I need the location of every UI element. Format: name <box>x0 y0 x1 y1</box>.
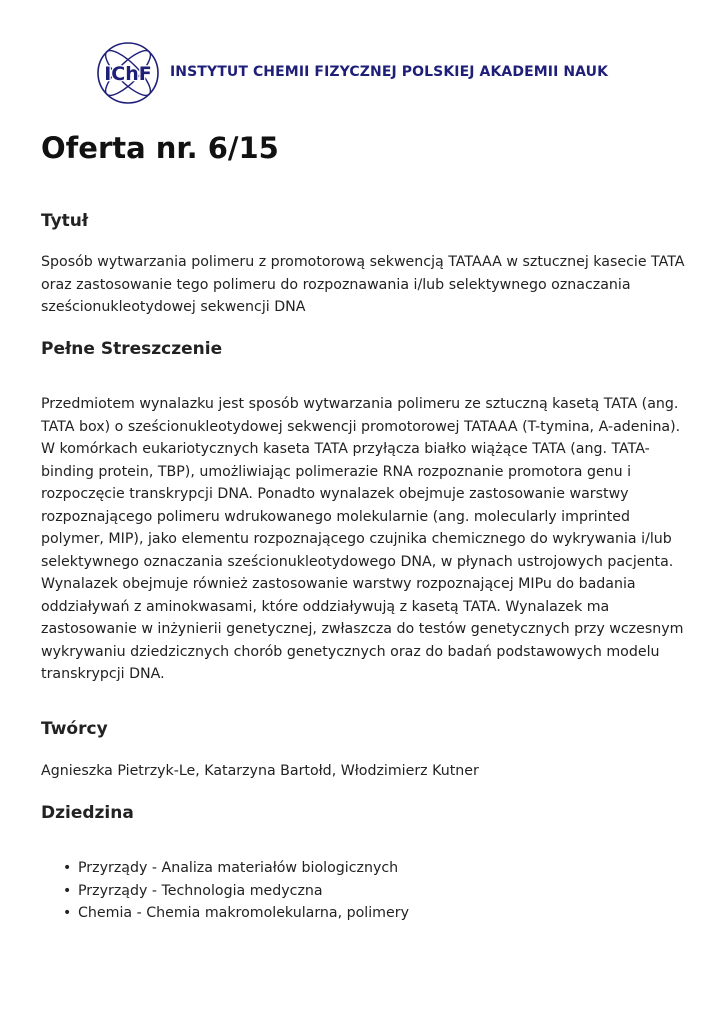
field-label: Przyrządy - Analiza materiałów biologicznych <box>78 860 399 876</box>
ichf-logo <box>95 40 161 106</box>
institute-name: INSTYTUT CHEMII FIZYCZNEJ POLSKIEJ AKADEMII NAUK <box>170 64 609 80</box>
authors-text: Agnieszka Pietrzyk-Le, Katarzyna Bartołd, Włodzimierz Kutner <box>41 763 479 779</box>
bullet-icon: • <box>63 882 72 899</box>
abstract-heading: Pełne Streszczenie <box>41 339 223 359</box>
list-item <box>60 902 409 925</box>
title-heading: Tytuł <box>41 211 89 231</box>
page-header <box>95 40 695 106</box>
list-item <box>60 857 409 880</box>
abstract-text: Przedmiotem wynalazku jest sposób wytwarzania polimeru ze sztuczną kasetą TATA (ang. TATA box) o sześcionukleotydowej sekwencji promotorowej TATAAA (T-tymina, A-adenina). W komórkach eukariotycznych kaseta TATA przyłącza białko wiążące TATA (ang. TATA-binding protein, TBP), umożliwiając polimerazie RNA rozpoznanie promotora genu i rozpoczęcie transkrypcji DNA. Ponadto wynalazek obejmuje zastosowanie warstwy rozpoznającego polimeru wdrukowanego molekularnie (ang. molecularly imprinted polymer, MIP), jako elementu rozpoznającego czujnika chemicznego do wykrywania i/lub selektywnego oznaczania sześcionukleotydowego DNA, w płynach ustrojowych pacjenta. Wynalazek obejmuje również zastosowanie warstwy rozpoznającej MIPu do badania oddziaływań z aminokwasami, które oddziaływują z kasetą TATA. Wynalazek ma zastosowanie w inżynierii genetycznej, zwłaszcza do testów genetycznych przy wczesnym wykrywaniu dziedzicznych chorób genetycznych oraz do badań podstawowych modelu transkrypcji DNA. <box>41 396 684 682</box>
field-label: Przyrządy - Technologia medyczna <box>78 882 323 899</box>
page-title: Oferta nr. 6/15 <box>41 131 279 165</box>
fields-heading: Dziedzina <box>41 803 134 823</box>
list-item <box>60 880 409 903</box>
title-text: Sposób wytwarzania polimeru z promotorową sekwencją TATAAA w sztucznej kasecie TATA oraz zastosowanie tego polimeru do rozpoznawania i/lub selektywnego oznaczania sześcionukleotydowej sekwencji DNA <box>41 254 685 315</box>
svg-text:IChF: IChF <box>104 63 152 85</box>
field-label: Chemia - Chemia makromolekularna, polimery <box>78 905 409 921</box>
bullet-icon: • <box>63 905 72 921</box>
bullet-icon: • <box>63 860 72 876</box>
authors-heading: Twórcy <box>41 719 108 739</box>
fields-list <box>60 857 409 925</box>
